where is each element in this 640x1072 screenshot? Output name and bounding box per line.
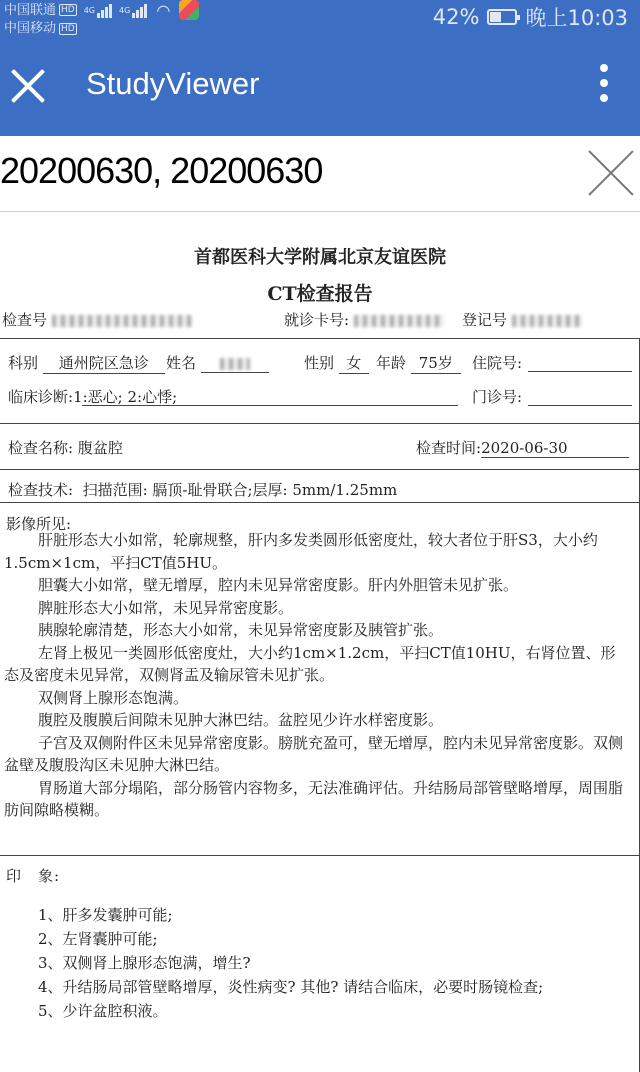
impression-item: 3、双侧肾上腺形态饱满，增生? [38, 954, 251, 972]
impression-item: 1、肝多发囊肿可能; [38, 906, 173, 924]
more-options-icon[interactable] [598, 64, 610, 110]
finding-paragraph: 胆囊大小如常，壁无增厚，腔内未见异常密度影。肝内外胆管未见扩张。 [38, 576, 519, 594]
findings-text [4, 529, 630, 822]
finding-paragraph: 胰腺轮廓清楚，形态大小如常，未见异常密度影及胰管扩张。 [38, 621, 444, 639]
department: 科别 通州院区急诊 [8, 352, 165, 374]
patient-name: 姓名 [166, 352, 269, 373]
impressions-list [4, 903, 630, 1023]
finding-paragraph: 肝脏形态大小如常，轮廓规整，肝内多发类圆形低密度灶，较大者位于肝S3，大小约1.5cm×1cm，平扫CT值5HU。 [4, 531, 598, 572]
impression-item: 5、少许盆腔积液。 [38, 1002, 168, 1020]
status-bar [0, 0, 640, 46]
exam-technique: 检查技术: 扫描范围: 膈顶-耻骨联合;层厚: 5mm/1.25mm [8, 481, 398, 499]
finding-paragraph: 胃肠道大部分塌陷，部分肠管内容物多，无法准确评估。升结肠局部管壁略增厚，周围脂肪间隙略模糊。 [4, 778, 624, 819]
divider [0, 502, 640, 503]
clinical-diagnosis: 临床诊断:1:恶心; 2:心悸; [8, 388, 178, 406]
findings-heading: 影像所见: [6, 515, 72, 533]
age: 年龄 75岁 [376, 352, 461, 374]
outpatient-number: 门诊号: [472, 388, 523, 406]
divider [0, 855, 640, 856]
battery-percent: 42% [432, 5, 480, 29]
divider [0, 338, 640, 339]
app-notification-icon [179, 0, 199, 20]
impression-heading: 印 象: [6, 867, 61, 885]
registration-number: 登记号 [462, 309, 582, 330]
divider [0, 423, 640, 424]
impression-item: 2、左肾囊肿可能; [38, 930, 158, 948]
exam-number: 检查号 [2, 309, 192, 330]
finding-paragraph: 腹腔及腹膜后间隙未见肿大淋巴结。盆腔见少许水样密度影。 [38, 711, 444, 729]
hd-badge: HD [61, 5, 75, 15]
inpatient-number: 住院号: [472, 354, 523, 372]
report-title: CT检查报告 [267, 283, 373, 305]
divider [0, 469, 640, 470]
close-document-icon[interactable] [588, 150, 634, 196]
impression-item: 4、升结肠局部管壁略增厚，炎性病变? 其他? 请结合临床，必要时肠镜检查; [38, 978, 544, 996]
finding-paragraph: 子宫及双侧附件区未见异常密度影。膀胱充盈可，壁无增厚，腔内未见异常密度影。双侧盆壁及腹股沟区未见肿大淋巴结。 [4, 733, 624, 774]
signal-icon: 4G [119, 2, 147, 18]
carrier-2: 中国移动 [4, 21, 57, 36]
carrier-info [4, 0, 199, 37]
exam-time: 检查时间:2020-06-30 [416, 437, 629, 458]
app-bar [0, 46, 640, 136]
signal-icon: 4G [84, 2, 112, 18]
finding-paragraph: 双侧肾上腺形态饱满。 [38, 688, 189, 707]
study-header [0, 136, 640, 212]
status-right [433, 2, 628, 32]
carrier-1: 中国联通 [4, 2, 57, 18]
study-title: 20200630, 20200630 [0, 150, 323, 191]
close-icon[interactable] [10, 68, 46, 104]
visit-card-number: 就诊卡号: [284, 309, 444, 330]
clock: 晚上10:03 [525, 6, 628, 30]
app-title: StudyViewer [86, 66, 260, 101]
finding-paragraph: 左肾上极见一类圆形低密度灶，大小约1cm×1.2cm，平扫CT值10HU，右肾位置、形态及密度未见异常，双侧肾盂及输尿管未见扩张。 [4, 643, 616, 684]
battery-icon [487, 9, 517, 25]
exam-name: 检查名称: 腹盆腔 [8, 439, 123, 457]
gender: 性别 女 [304, 352, 369, 374]
report-document [0, 213, 640, 1072]
wifi-icon: ◠ [156, 0, 171, 20]
hd-badge: HD [61, 23, 75, 34]
finding-paragraph: 脾脏形态大小如常，未见异常密度影。 [38, 598, 294, 617]
hospital-name: 首都医科大学附属北京友谊医院 [194, 247, 446, 268]
